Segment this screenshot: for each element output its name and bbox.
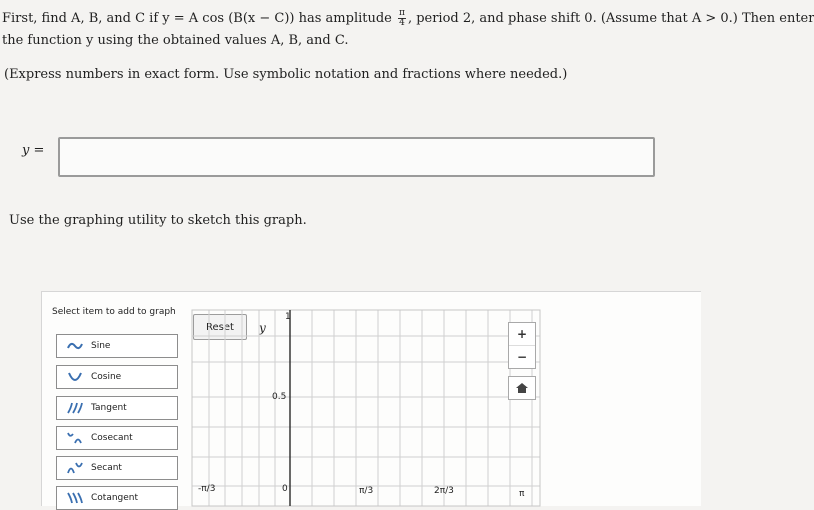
x-tick-pi-3: π/3	[359, 486, 374, 496]
select-item-label: Select item to add to graph	[52, 307, 176, 317]
reset-button[interactable]: Reset	[193, 314, 247, 340]
zoom-out-button[interactable]: −	[509, 345, 535, 368]
zoom-controls	[508, 322, 536, 369]
y-axis-label: y	[259, 321, 266, 335]
question-line-1	[2, 9, 814, 28]
home-control	[508, 376, 536, 400]
answer-input[interactable]	[58, 137, 655, 177]
cotangent-label: Cotangent	[91, 493, 139, 503]
question-line-2: the function y using the obtained values A, B, and C.	[2, 33, 349, 48]
home-button[interactable]	[509, 377, 535, 399]
cosecant-label: Cosecant	[91, 433, 133, 443]
x-tick-neg-pi-3: -π/3	[198, 484, 216, 494]
graph-area[interactable]	[42, 292, 701, 506]
question-prefix: First, find A, B, and C if y = A cos (B(x − C)) has amplitude	[2, 11, 392, 26]
fraction-numerator: π	[399, 8, 405, 18]
y-tick-0-5: 0.5	[272, 392, 287, 402]
x-tick-2pi-3: 2π/3	[434, 486, 454, 496]
home-icon	[515, 382, 529, 394]
x-tick-0: 0	[282, 484, 288, 494]
answer-label: y =	[22, 143, 45, 158]
sine-label: Sine	[91, 341, 111, 351]
question-suffix: , period 2, and phase shift 0. (Assume that A > 0.) Then enter	[407, 11, 814, 26]
zoom-in-button[interactable]: +	[516, 327, 528, 341]
format-hint: (Express numbers in exact form. Use symbolic notation and fractions where needed.)	[4, 67, 568, 82]
graphing-utility	[41, 291, 701, 506]
fraction-denominator: 4	[399, 18, 405, 28]
tangent-label: Tangent	[91, 403, 127, 413]
secant-label: Secant	[91, 463, 122, 473]
x-tick-pi: π	[519, 489, 525, 499]
cosine-label: Cosine	[91, 372, 122, 382]
amplitude-fraction	[398, 9, 406, 28]
graph-instruction: Use the graphing utility to sketch this graph.	[9, 213, 307, 228]
y-tick-1: 1	[285, 312, 291, 322]
